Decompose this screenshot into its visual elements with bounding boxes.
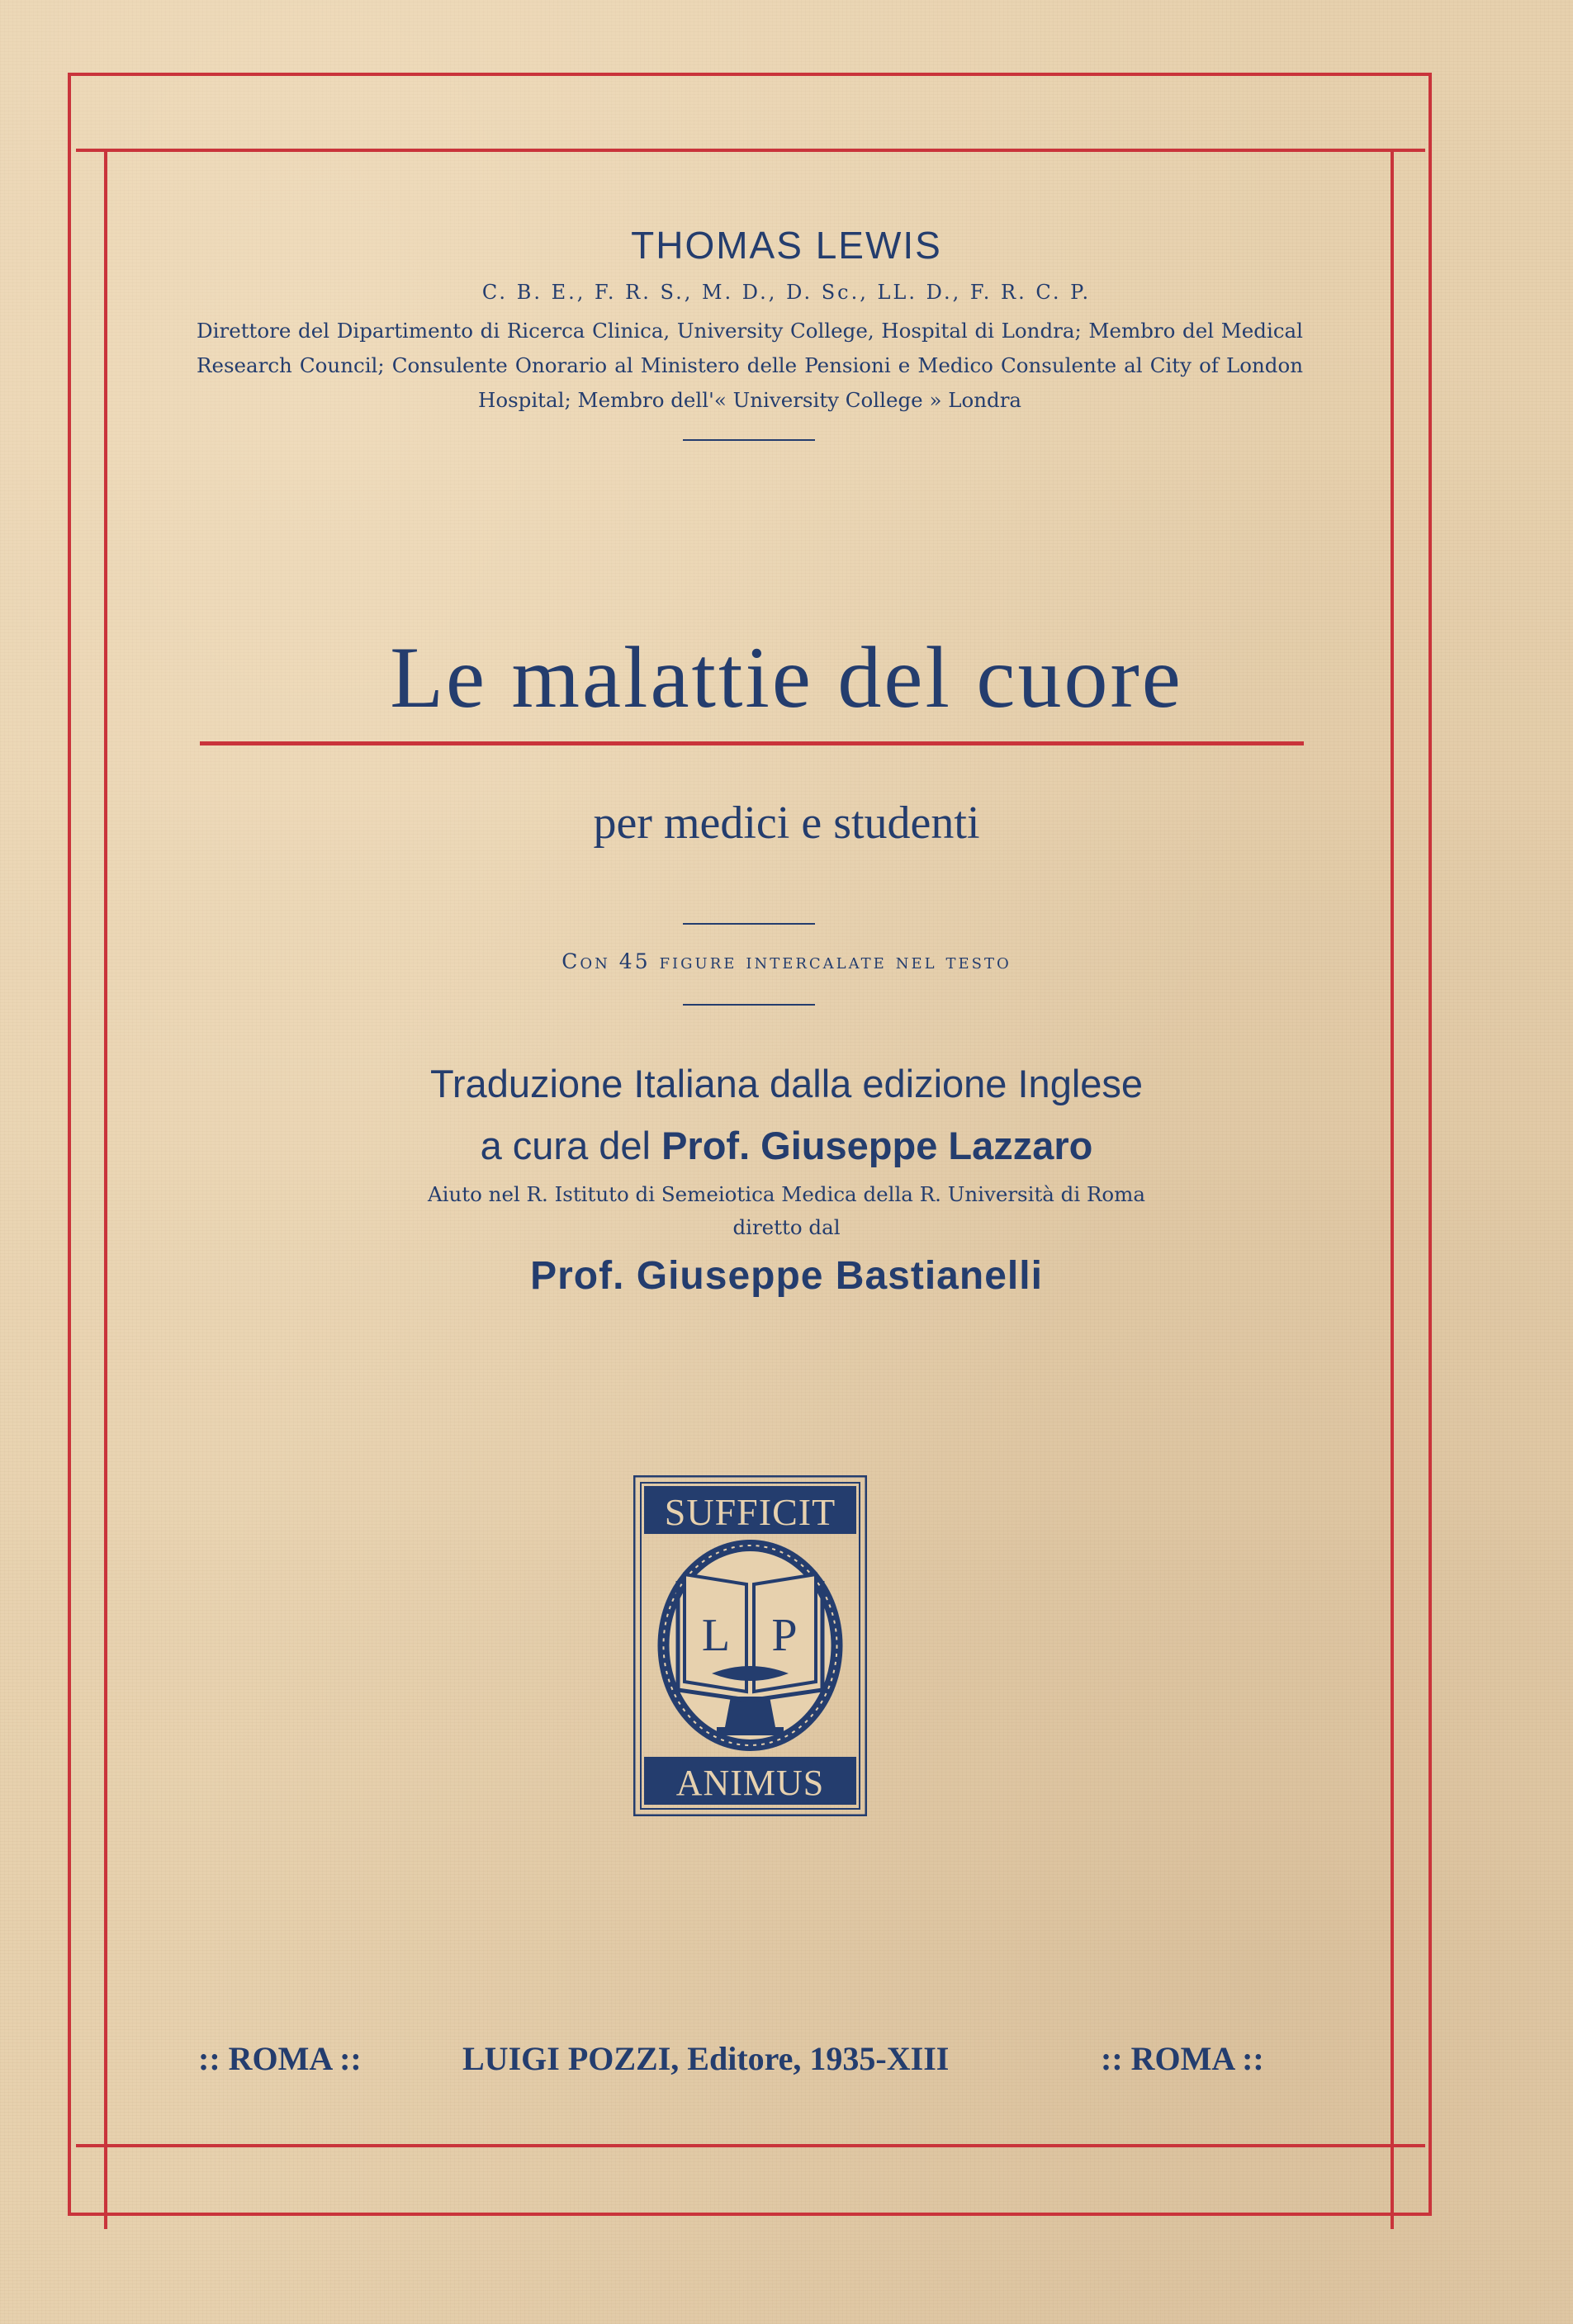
emblem-top-text: SUFFICIT bbox=[664, 1491, 836, 1533]
border-inner-top bbox=[76, 149, 1425, 152]
imprint-publisher: LUIGI POZZI, Editore, 1935-XIII bbox=[462, 2040, 950, 2077]
border-outer-bottom bbox=[68, 2213, 1432, 2216]
emblem-letter-right: P bbox=[771, 1610, 798, 1661]
book-title: Le malattie del cuore bbox=[390, 629, 1183, 726]
translator-name: Prof. Giuseppe Lazzaro bbox=[661, 1124, 1093, 1167]
author-degrees: C. B. E., F. R. S., M. D., D. Sc., LL. D., F. R. C. P. bbox=[481, 281, 1092, 304]
emblem-bottom-text: ANIMUS bbox=[675, 1763, 825, 1803]
author-affiliation: Direttore del Dipartimento di Ricerca Clinica, University College, Hospital di Londra; Membro del Medical Research Council; Consulente Onorario al Ministero delle Pensioni e Medico Consulente al City of London Hospital; Membro dell'« University College » Londra bbox=[197, 319, 1303, 412]
divider-3 bbox=[683, 1004, 815, 1006]
emblem-letter-left: L bbox=[701, 1610, 731, 1661]
book-subtitle: per medici e studenti bbox=[593, 798, 980, 849]
translator-prefix: a cura del bbox=[480, 1124, 662, 1167]
directed-by-label: diretto dal bbox=[732, 1215, 841, 1239]
translator-affiliation: Aiuto nel R. Istituto di Semeiotica Medica della R. Università di Roma bbox=[427, 1182, 1146, 1206]
director-name: Prof. Giuseppe Bastianelli bbox=[530, 1254, 1043, 1298]
title-underline bbox=[200, 741, 1304, 745]
author-name: THOMAS LEWIS bbox=[631, 224, 942, 267]
figures-note: Con 45 figure intercalate nel testo bbox=[561, 949, 1012, 973]
publisher-emblem-icon bbox=[633, 1475, 867, 1816]
translation-line: Traduzione Italiana dalla edizione Inglese bbox=[429, 1062, 1144, 1105]
divider-1 bbox=[683, 439, 815, 441]
translator-line bbox=[0, 1123, 1573, 1168]
divider-2 bbox=[683, 923, 815, 925]
border-outer-top bbox=[68, 73, 1432, 76]
border-inner-bottom bbox=[76, 2144, 1425, 2147]
imprint-left: :: ROMA :: bbox=[198, 2040, 362, 2077]
imprint-right: :: ROMA :: bbox=[1101, 2040, 1264, 2077]
